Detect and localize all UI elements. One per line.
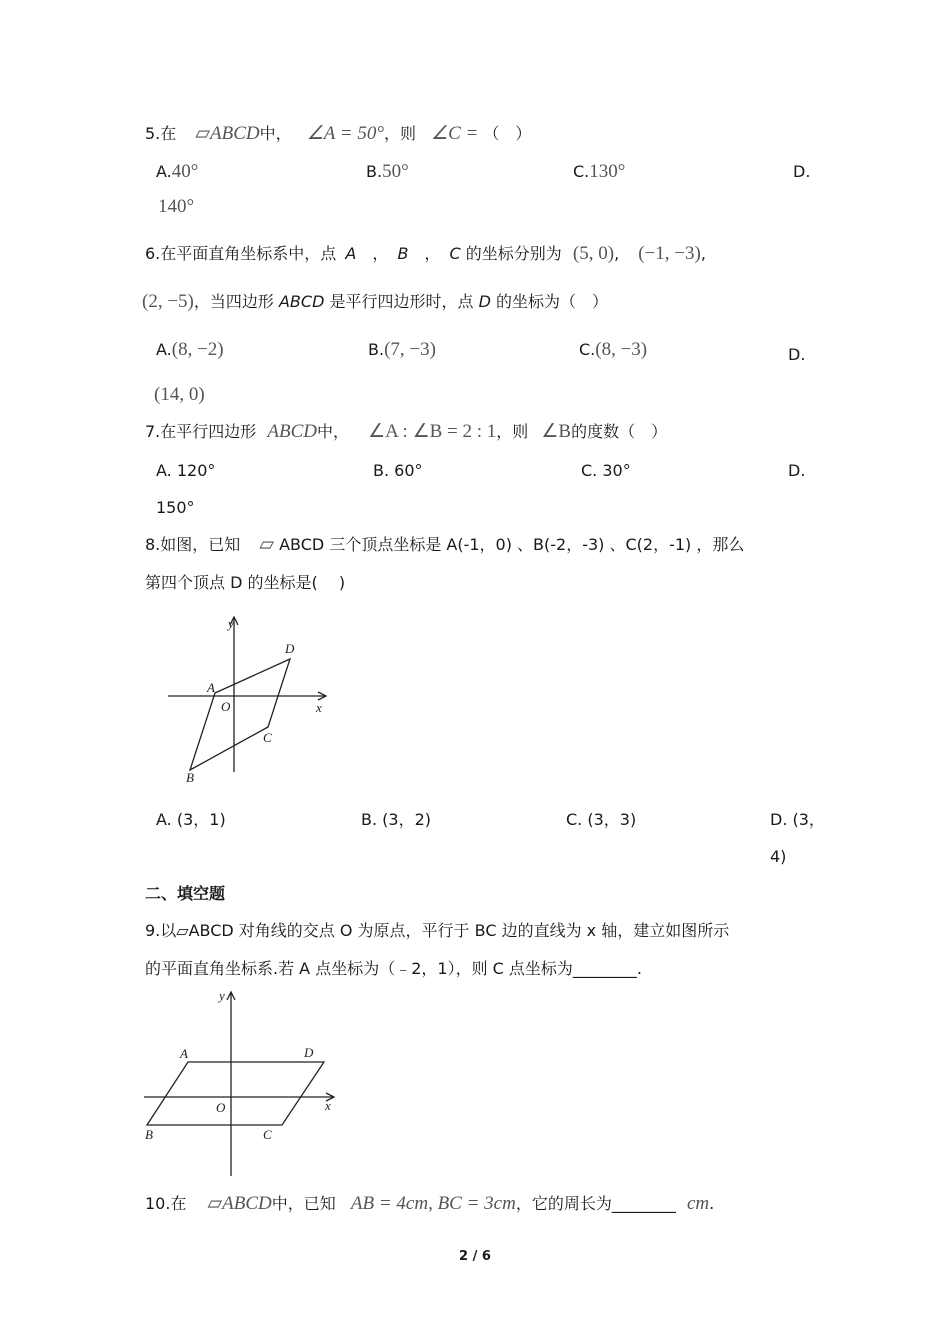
q7-ratio: ∠A : ∠B = 2 : 1 — [368, 421, 497, 442]
option-value: 130° — [589, 161, 626, 182]
parallelogram-abcd — [190, 659, 290, 770]
label-y: y — [228, 616, 234, 631]
option-value: (3，3) — [587, 810, 637, 829]
q5-given-angle: ∠A = 50° — [306, 123, 384, 144]
label-a: A — [207, 680, 215, 695]
option-label: C. — [566, 810, 583, 829]
q5-option-d[interactable] — [793, 162, 810, 182]
q8-option-d[interactable] — [770, 801, 830, 875]
question-8-line-2: 第四个顶点 D 的坐标是( ) — [145, 573, 346, 592]
q6-text: 是平行四边形时，点 — [329, 292, 474, 311]
q7-figure-name: ABCD — [267, 421, 317, 442]
label-b: B — [145, 1127, 153, 1142]
label-c: C — [263, 1127, 272, 1142]
q6-option-d-value: (14, 0) — [154, 384, 205, 405]
coordinate-c: (2, −5) — [142, 291, 194, 312]
label-x: x — [325, 1098, 331, 1113]
option-value: (8, −2) — [171, 339, 224, 360]
q8-text: 8.如图，已知 — [145, 535, 241, 554]
option-label: A. — [156, 340, 172, 359]
q5-option-c[interactable] — [573, 162, 625, 182]
question-9-line-1: 9.以▱ABCD 对角线的交点 O 为原点，平行于 BC 边的直线为 x 轴，建立如图所示 — [145, 921, 730, 940]
q6-text: 的坐标为（ ） — [496, 292, 609, 311]
question-6-line-1: 6.在平面直角坐标系中，点 A ， B ， C 的坐标分别为 (5, 0), (−1, −3), — [145, 243, 706, 264]
question-10-stem — [145, 1194, 714, 1214]
q7-text: 中， — [316, 422, 349, 441]
q10-text: . — [709, 1194, 715, 1213]
page-number: 2 / 6 — [459, 1249, 491, 1264]
question-9-line-2: 的平面直角坐标系.若 A 点坐标为（﹣2，1），则 C 点坐标为________. — [145, 959, 642, 978]
parallelogram-symbol: ▱ — [259, 534, 274, 555]
option-label: A. — [156, 162, 172, 181]
q6-text: 的坐标分别为 — [465, 244, 562, 263]
q8-figure — [160, 612, 340, 792]
q5-text: ，则 — [383, 124, 416, 143]
question-6-line-2 — [142, 292, 608, 312]
option-value: 30° — [602, 461, 631, 480]
option-value: (3，1) — [176, 810, 226, 829]
label-x: x — [316, 700, 322, 715]
label-d: D — [304, 1045, 314, 1060]
option-label: B. — [366, 162, 383, 181]
option-value: (3，2) — [382, 810, 432, 829]
q7-text: 7.在平行四边形 — [145, 422, 257, 441]
label-d: D — [285, 641, 295, 656]
point-c: C — [449, 244, 461, 263]
q7-asked-angle: ∠B — [541, 421, 572, 442]
q6-text: ，当四边形 — [193, 292, 274, 311]
q5-text: 中， — [259, 124, 292, 143]
label-c: C — [263, 730, 272, 745]
q5-prefix: 5.在 — [145, 124, 177, 143]
q7-option-c[interactable] — [581, 461, 631, 481]
q5-asked-angle: ∠C = — [431, 123, 479, 144]
option-label: D. — [770, 810, 788, 829]
q6-option-b[interactable] — [368, 340, 436, 360]
q7-option-d[interactable] — [788, 461, 805, 481]
q5-figure-name: ABCD — [210, 123, 260, 144]
q7-text: ，则 — [496, 422, 529, 441]
q6-text: ， — [424, 244, 441, 263]
label-b: B — [186, 770, 194, 785]
option-label: B. — [368, 340, 385, 359]
option-label: D. — [788, 461, 806, 480]
q6-text: 6.在平面直角坐标系中，点 — [145, 244, 337, 263]
point-b: B — [397, 244, 409, 263]
label-a: A — [180, 1046, 188, 1061]
q10-text: 10.在 — [145, 1194, 187, 1213]
label-o: O — [216, 1100, 226, 1115]
q5-option-d-value: 140° — [158, 196, 195, 217]
label-y: y — [219, 988, 225, 1003]
question-7-stem — [145, 422, 667, 442]
option-value: (3，4) — [770, 810, 825, 866]
option-label: C. — [579, 340, 596, 359]
q6-text: ， — [372, 244, 389, 263]
q5-option-b[interactable] — [366, 162, 409, 182]
q7-option-d-value: 150° — [156, 498, 195, 517]
coordinate-a: (5, 0) — [572, 243, 615, 264]
option-label: A. — [156, 810, 172, 829]
option-value: (8, −3) — [595, 339, 648, 360]
coordinate-b: (−1, −3) — [638, 243, 701, 264]
q10-given-lengths: AB = 4cm, BC = 3cm — [350, 1193, 516, 1214]
q7-option-a[interactable] — [156, 461, 215, 481]
q8-option-c[interactable] — [566, 810, 636, 830]
q6-figure-name: ABCD — [278, 292, 325, 311]
unit-cm: cm — [686, 1193, 710, 1214]
option-label: C. — [573, 162, 590, 181]
point-d: D — [478, 292, 491, 311]
option-label: D. — [788, 345, 806, 364]
q8-text: ABCD 三个顶点坐标是 A(-1，0) 、B(-2，-3) 、C(2，-1) ，那么 — [279, 535, 745, 554]
question-5-stem — [145, 124, 531, 144]
section-title: 二、填空题 — [145, 884, 226, 903]
option-label: A. — [156, 461, 172, 480]
question-8-line-1 — [145, 535, 744, 555]
option-value: 60° — [394, 461, 423, 480]
answer-blank: ，它的周长为________ — [515, 1194, 676, 1213]
parallelogram-symbol: ▱ — [207, 1193, 223, 1214]
option-label: D. — [793, 162, 811, 181]
q7-option-b[interactable] — [373, 461, 423, 481]
option-value: 120° — [176, 461, 216, 480]
q5-option-a[interactable] — [156, 162, 198, 182]
point-a: A — [345, 244, 357, 263]
label-o: O — [221, 699, 231, 714]
parallelogram-abcd — [147, 1062, 324, 1125]
parallelogram-symbol: ▱ — [195, 123, 210, 144]
q6-option-d[interactable] — [788, 345, 805, 365]
option-label: B. — [373, 461, 390, 480]
q6-option-c[interactable] — [579, 340, 647, 360]
option-label: B. — [361, 810, 378, 829]
q7-text: 的度数（ ） — [571, 422, 668, 441]
option-value: 40° — [171, 161, 199, 182]
q10-text: 中，已知 — [271, 1194, 336, 1213]
option-value: 50° — [382, 161, 409, 182]
option-value: (7, −3) — [384, 339, 436, 360]
q8-option-a[interactable] — [156, 810, 226, 830]
q9-figure — [140, 986, 340, 1181]
q8-option-b[interactable] — [361, 810, 431, 830]
option-label: C. — [581, 461, 598, 480]
q6-option-a[interactable] — [156, 340, 224, 360]
answer-blank: （ ） — [483, 124, 532, 143]
q10-figure-name: ABCD — [222, 1193, 272, 1214]
